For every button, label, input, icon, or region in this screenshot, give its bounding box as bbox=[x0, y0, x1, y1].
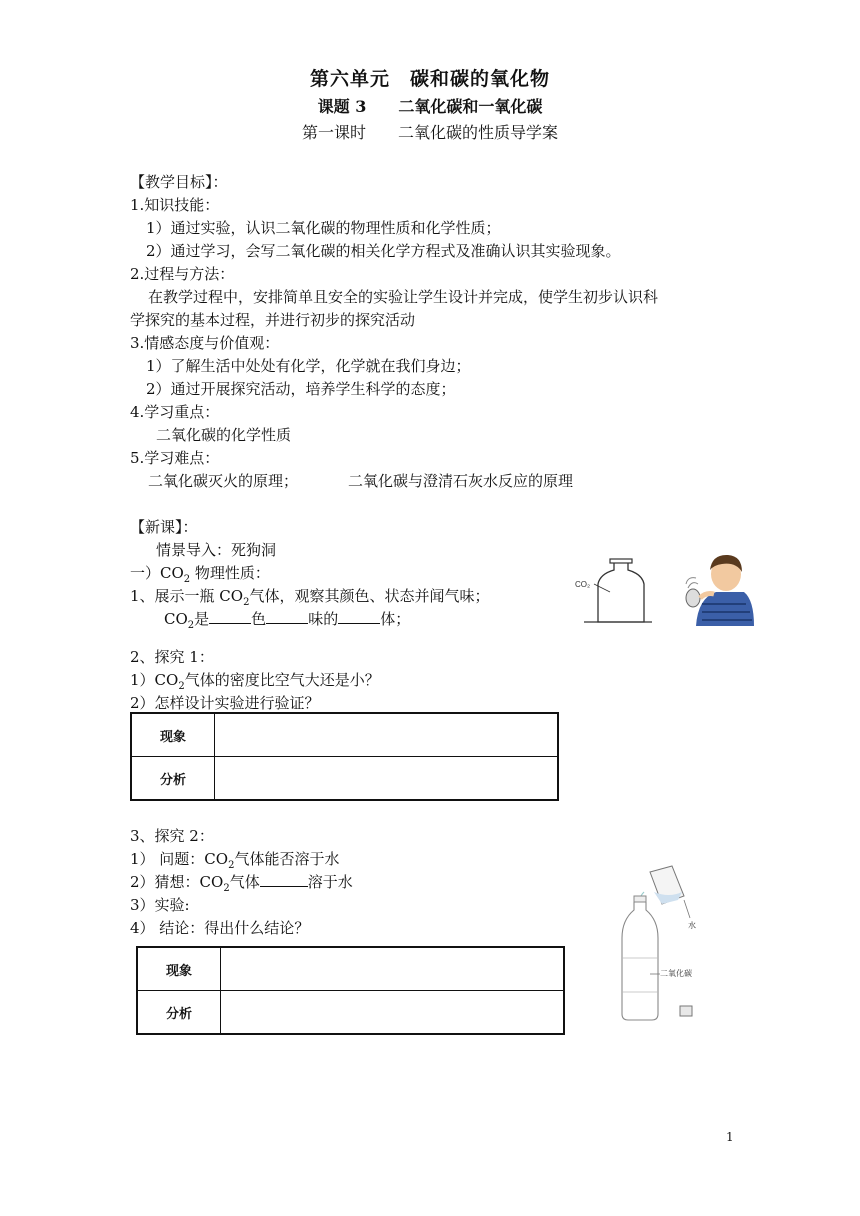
objective-2-heading: 2.过程与方法： bbox=[130, 265, 235, 283]
analysis-cell-2[interactable] bbox=[221, 991, 565, 1035]
item-1: 1、展示一瓶 $CO_2$气体，观察其颜色、状态并闻气味； bbox=[130, 587, 490, 608]
explore-1-q2: 2）怎样设计实验进行验证？ bbox=[130, 694, 320, 712]
objective-3-heading: 3.情感态度与价值观： bbox=[130, 334, 280, 352]
page-subtitle: 第一课时 二氧化碳的性质导学案 bbox=[301, 123, 558, 142]
section-1-heading: 一）$CO_2$ 物理性质： bbox=[130, 564, 270, 585]
co2-bottle-figure bbox=[570, 556, 655, 628]
explore-1-table bbox=[130, 712, 559, 801]
phenomenon-cell[interactable] bbox=[215, 713, 559, 757]
explore-2-q1: 1） 问题：$CO_2$气体能否溶于水 bbox=[130, 850, 340, 871]
objectives-heading: 【教学目标】： bbox=[130, 173, 228, 191]
blank-guess[interactable] bbox=[260, 872, 308, 887]
blank-color[interactable] bbox=[209, 609, 251, 624]
analysis-label-2: 分析 bbox=[137, 991, 221, 1035]
explore-2-q4: 4） 结论：得出什么结论？ bbox=[130, 919, 310, 937]
objective-5-a: 二氧化碳灭火的原理； bbox=[148, 472, 299, 490]
lesson-title: 课题 3 二氧化碳和一氧化碳 bbox=[317, 97, 543, 116]
objective-4-heading: 4.学习重点： bbox=[130, 403, 220, 421]
objective-1-b: 2）通过学习，会写二氧化碳的相关化学方程式及准确认识其实验现象。 bbox=[146, 242, 621, 260]
page-title: 第六单元 碳和碳的氧化物 bbox=[309, 68, 550, 90]
svg-text:水: 水 bbox=[688, 921, 696, 930]
blank-state[interactable] bbox=[338, 609, 380, 624]
explore-2-table bbox=[136, 946, 565, 1035]
objective-2-b: 学探究的基本过程，并进行初步的探究活动 bbox=[130, 311, 416, 329]
objective-1-a: 1）通过实验，认识二氧化碳的物理性质和化学性质； bbox=[146, 219, 501, 237]
objective-2-a: 在教学过程中，安排简单且安全的实验让学生设计并完成，使学生初步认识科 bbox=[148, 288, 659, 306]
fill-in-line: $CO_2$是 色 味的 体； bbox=[164, 610, 411, 631]
objective-4-a: 二氧化碳的化学性质 bbox=[156, 426, 292, 444]
student-smelling-figure bbox=[676, 548, 756, 626]
blank-smell[interactable] bbox=[266, 609, 308, 624]
phenomenon-cell-2[interactable] bbox=[221, 947, 565, 991]
explore-2-heading: 3、探究 2： bbox=[130, 827, 214, 845]
explore-2-q3: 3）实验: bbox=[130, 896, 190, 914]
objective-3-a: 1）了解生活中处处有化学，化学就在我们身边； bbox=[146, 357, 471, 375]
phenomenon-label: 现象 bbox=[131, 713, 215, 757]
analysis-cell[interactable] bbox=[215, 757, 559, 801]
explore-2-q2: 2）猜想：$CO_2$气体 溶于水 bbox=[130, 873, 353, 894]
phenomenon-label-2: 现象 bbox=[137, 947, 221, 991]
objective-1-heading: 1.知识技能： bbox=[130, 196, 220, 214]
explore-1-heading: 2、探究 1： bbox=[130, 648, 214, 666]
svg-text:二氧化碳: 二氧化碳 bbox=[660, 969, 692, 978]
objective-5-heading: 5.学习难点： bbox=[130, 449, 220, 467]
bottle-water-experiment-figure bbox=[614, 862, 724, 1032]
explore-1-q1: $1)CO_2$气体的密度比空气大还是小？ bbox=[130, 671, 380, 692]
svg-text:CO₂: CO₂ bbox=[575, 580, 591, 589]
objective-3-b: 2）通过开展探究活动，培养学生科学的态度； bbox=[146, 380, 456, 398]
page-number: 1 bbox=[726, 1130, 734, 1144]
objective-5-b: 二氧化碳与澄清石灰水反应的原理 bbox=[348, 472, 574, 490]
scene-intro: 情景导入：死狗洞 bbox=[156, 541, 277, 559]
new-lesson-heading: 【新课】： bbox=[130, 518, 198, 536]
analysis-label: 分析 bbox=[131, 757, 215, 801]
